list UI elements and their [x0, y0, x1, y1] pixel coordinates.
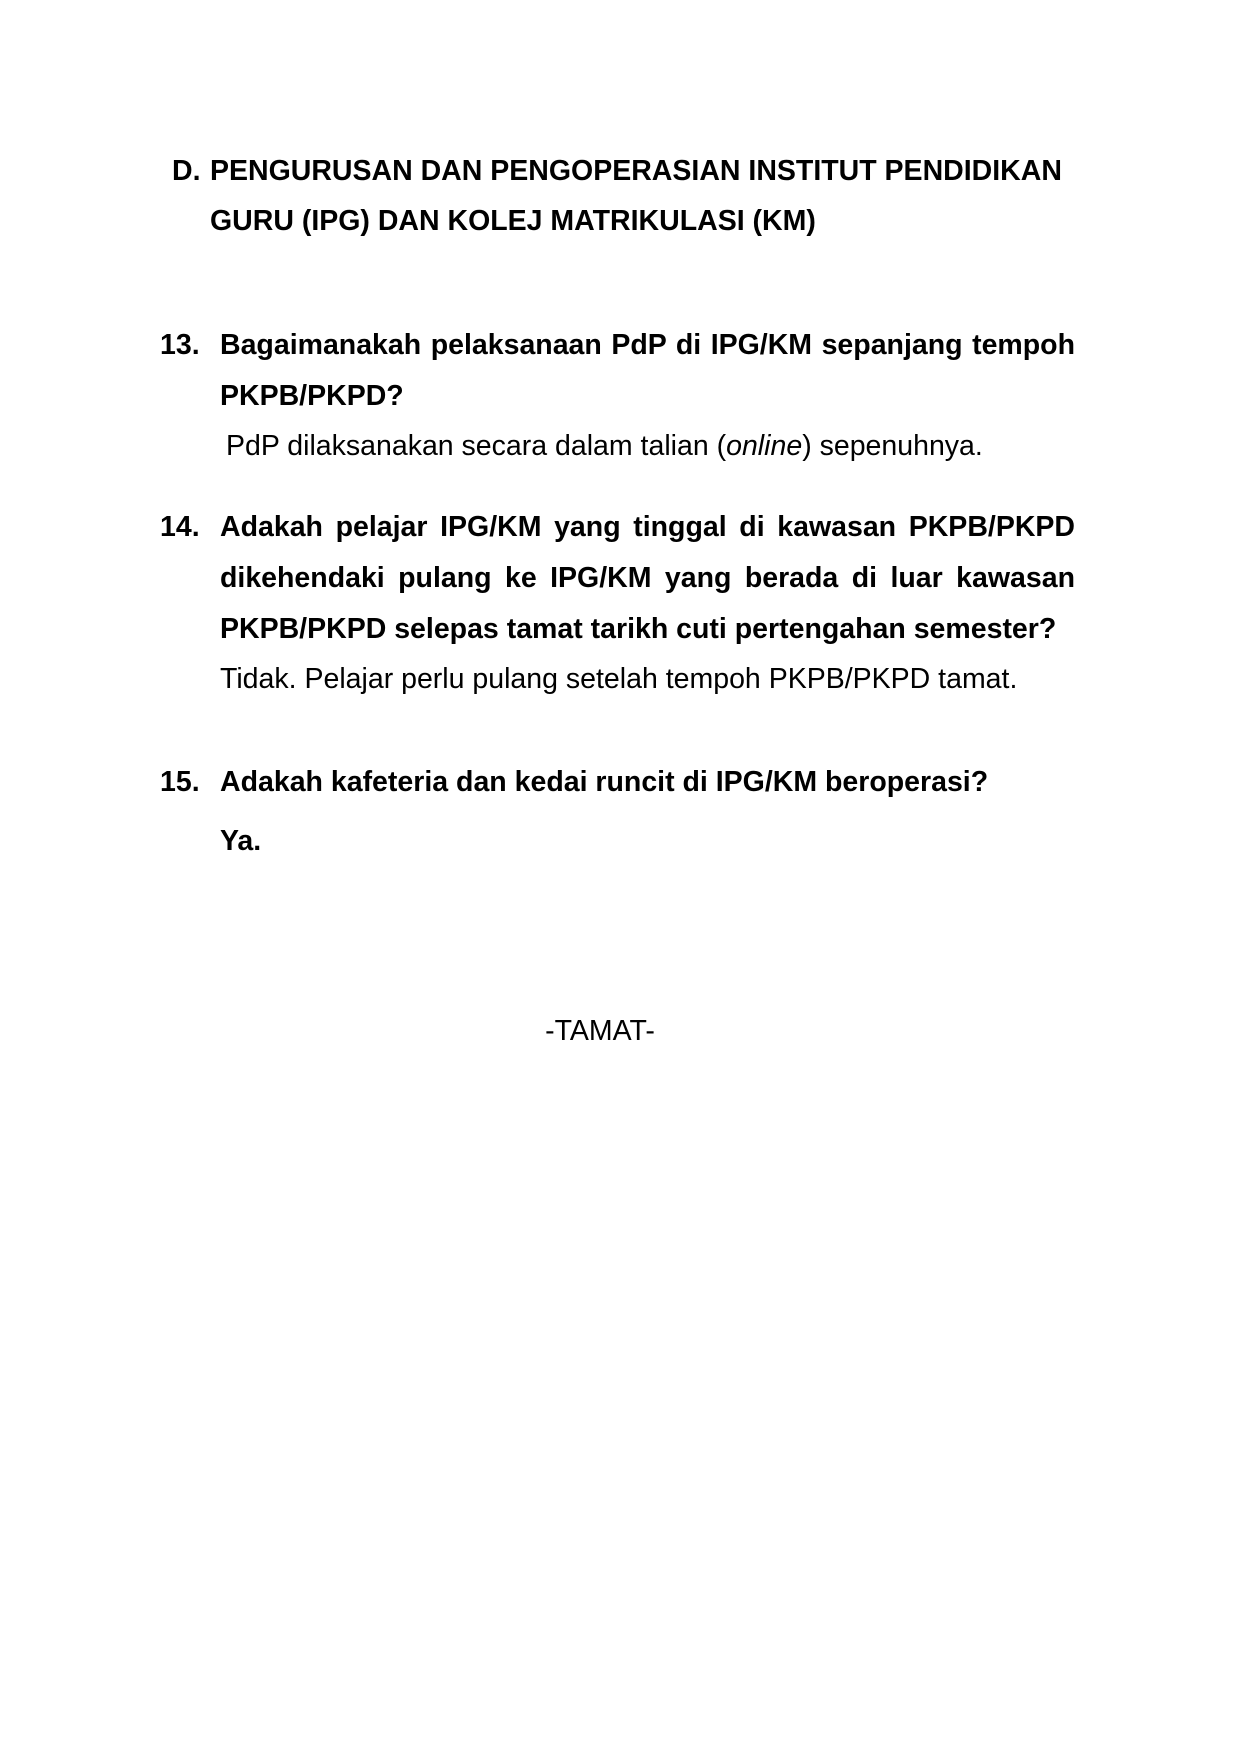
answer-text: Ya.	[220, 825, 262, 857]
section-letter: D.	[172, 155, 201, 187]
answer-text: Tidak. Pelajar perlu pulang setelah tempoh PKPB/PKPD tamat.	[220, 663, 1018, 695]
answer-text-italic: online	[726, 430, 803, 462]
question-number: 13.	[160, 329, 200, 361]
question-item-15	[160, 757, 1075, 867]
question-number: 15.	[160, 766, 200, 798]
question-text: Adakah pelajar IPG/KM yang tinggal di kawasan PKPB/PKPD dikehendaki pulang ke IPG/KM yang berada di luar kawasan PKPB/PKPD selepas tamat tarikh cuti pertengahan semester?	[220, 511, 1075, 645]
answer-text-part: ) sepenuhnya.	[802, 430, 983, 462]
question-text: Adakah kafeteria dan kedai runcit di IPG/KM beroperasi?	[220, 766, 989, 798]
answer-text	[220, 422, 1075, 471]
end-marker: -TAMAT-	[545, 1015, 655, 1047]
question-item-14	[160, 502, 1075, 704]
question-text: Bagaimanakah pelaksanaan PdP di IPG/KM sepanjang tempoh PKPB/PKPD?	[220, 329, 1075, 412]
answer-text-part: PdP dilaksanakan secara dalam talian (	[226, 430, 727, 462]
question-number: 14.	[160, 511, 200, 543]
section-title: PENGURUSAN DAN PENGOPERASIAN INSTITUT PENDIDIKAN GURU (IPG) DAN KOLEJ MATRIKULASI (KM)	[210, 155, 1062, 237]
section-heading	[172, 146, 1092, 246]
question-item-13	[160, 320, 1075, 471]
